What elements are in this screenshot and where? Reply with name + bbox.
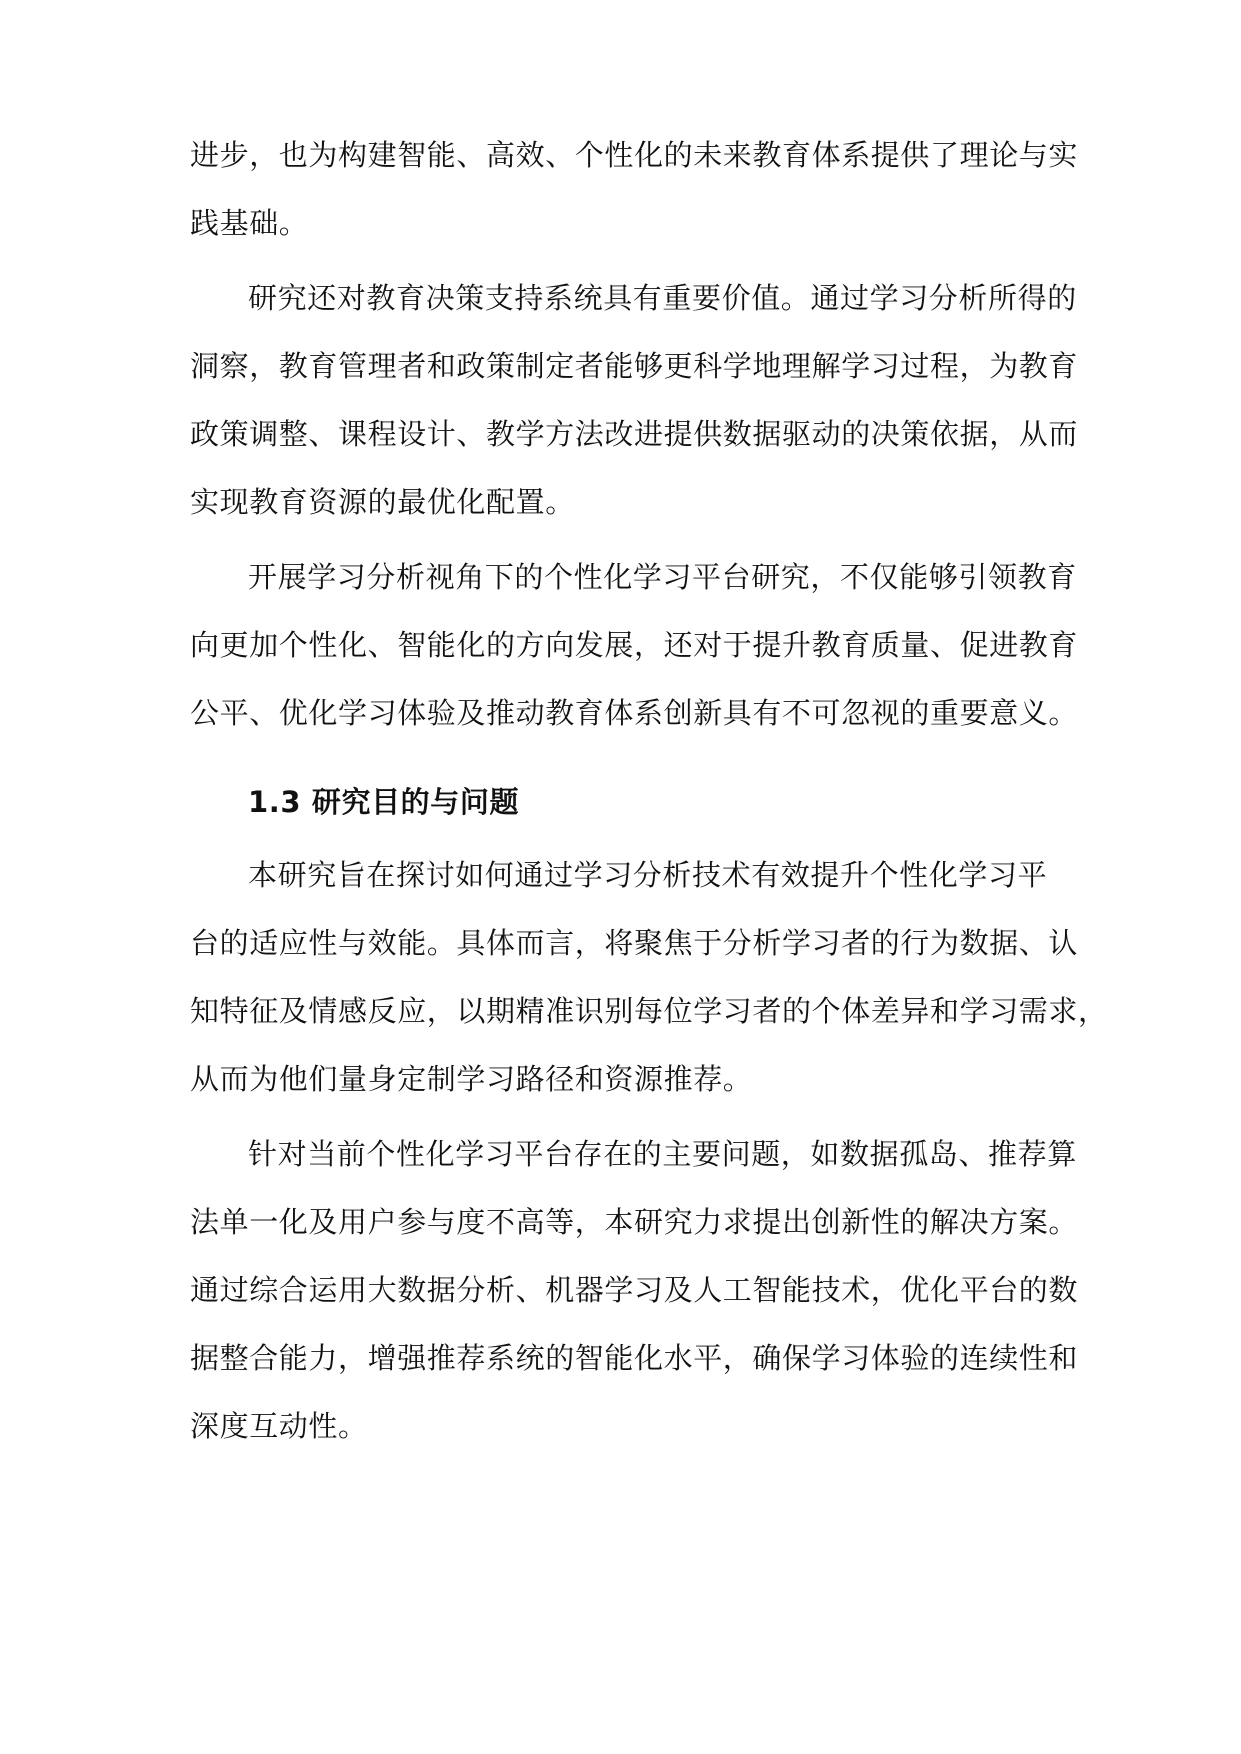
paragraph-line: 开展学习分析视角下的个性化学习平台研究，不仅能够引领教育 (248, 560, 1077, 594)
paragraph-line: 台的适应性与效能。具体而言，将聚焦于分析学习者的行为数据、认 (190, 926, 1079, 960)
paragraph-line: 法单一化及用户参与度不高等，本研究力求提出创新性的解决方案。 (190, 1205, 1079, 1239)
paragraph-line: 实现教育资源的最优化配置。 (190, 485, 575, 519)
section-heading: 1.3 研究目的与问题 (248, 785, 520, 819)
paragraph-line: 从而为他们量身定制学习路径和资源推荐。 (190, 1062, 753, 1096)
paragraph-line: 洞察，教育管理者和政策制定者能够更科学地理解学习过程，为教育 (190, 349, 1079, 383)
paragraph-line: 知特征及情感反应，以期精准识别每位学习者的个体差异和学习需求， (190, 994, 1108, 1028)
paragraph-line: 研究还对教育决策支持系统具有重要价值。通过学习分析所得的 (248, 281, 1077, 315)
paragraph-line: 公平、优化学习体验及推动教育体系创新具有不可忽视的重要意义。 (190, 696, 1079, 730)
paragraph-line: 针对当前个性化学习平台存在的主要问题，如数据孤岛、推荐算 (248, 1137, 1077, 1171)
paragraph-line: 践基础。 (190, 206, 309, 240)
paragraph-line: 深度互动性。 (190, 1409, 368, 1443)
paragraph-line: 政策调整、课程设计、教学方法改进提供数据驱动的决策依据，从而 (190, 417, 1079, 451)
paragraph-line: 据整合能力，增强推荐系统的智能化水平，确保学习体验的连续性和 (190, 1341, 1079, 1375)
paragraph-line: 通过综合运用大数据分析、机器学习及人工智能技术，优化平台的数 (190, 1273, 1079, 1307)
paragraph-line: 本研究旨在探讨如何通过学习分析技术有效提升个性化学习平 (248, 858, 1048, 892)
paragraph-line: 进步，也为构建智能、高效、个性化的未来教育体系提供了理论与实 (190, 138, 1079, 172)
paragraph-line: 向更加个性化、智能化的方向发展，还对于提升教育质量、促进教育 (190, 628, 1079, 662)
